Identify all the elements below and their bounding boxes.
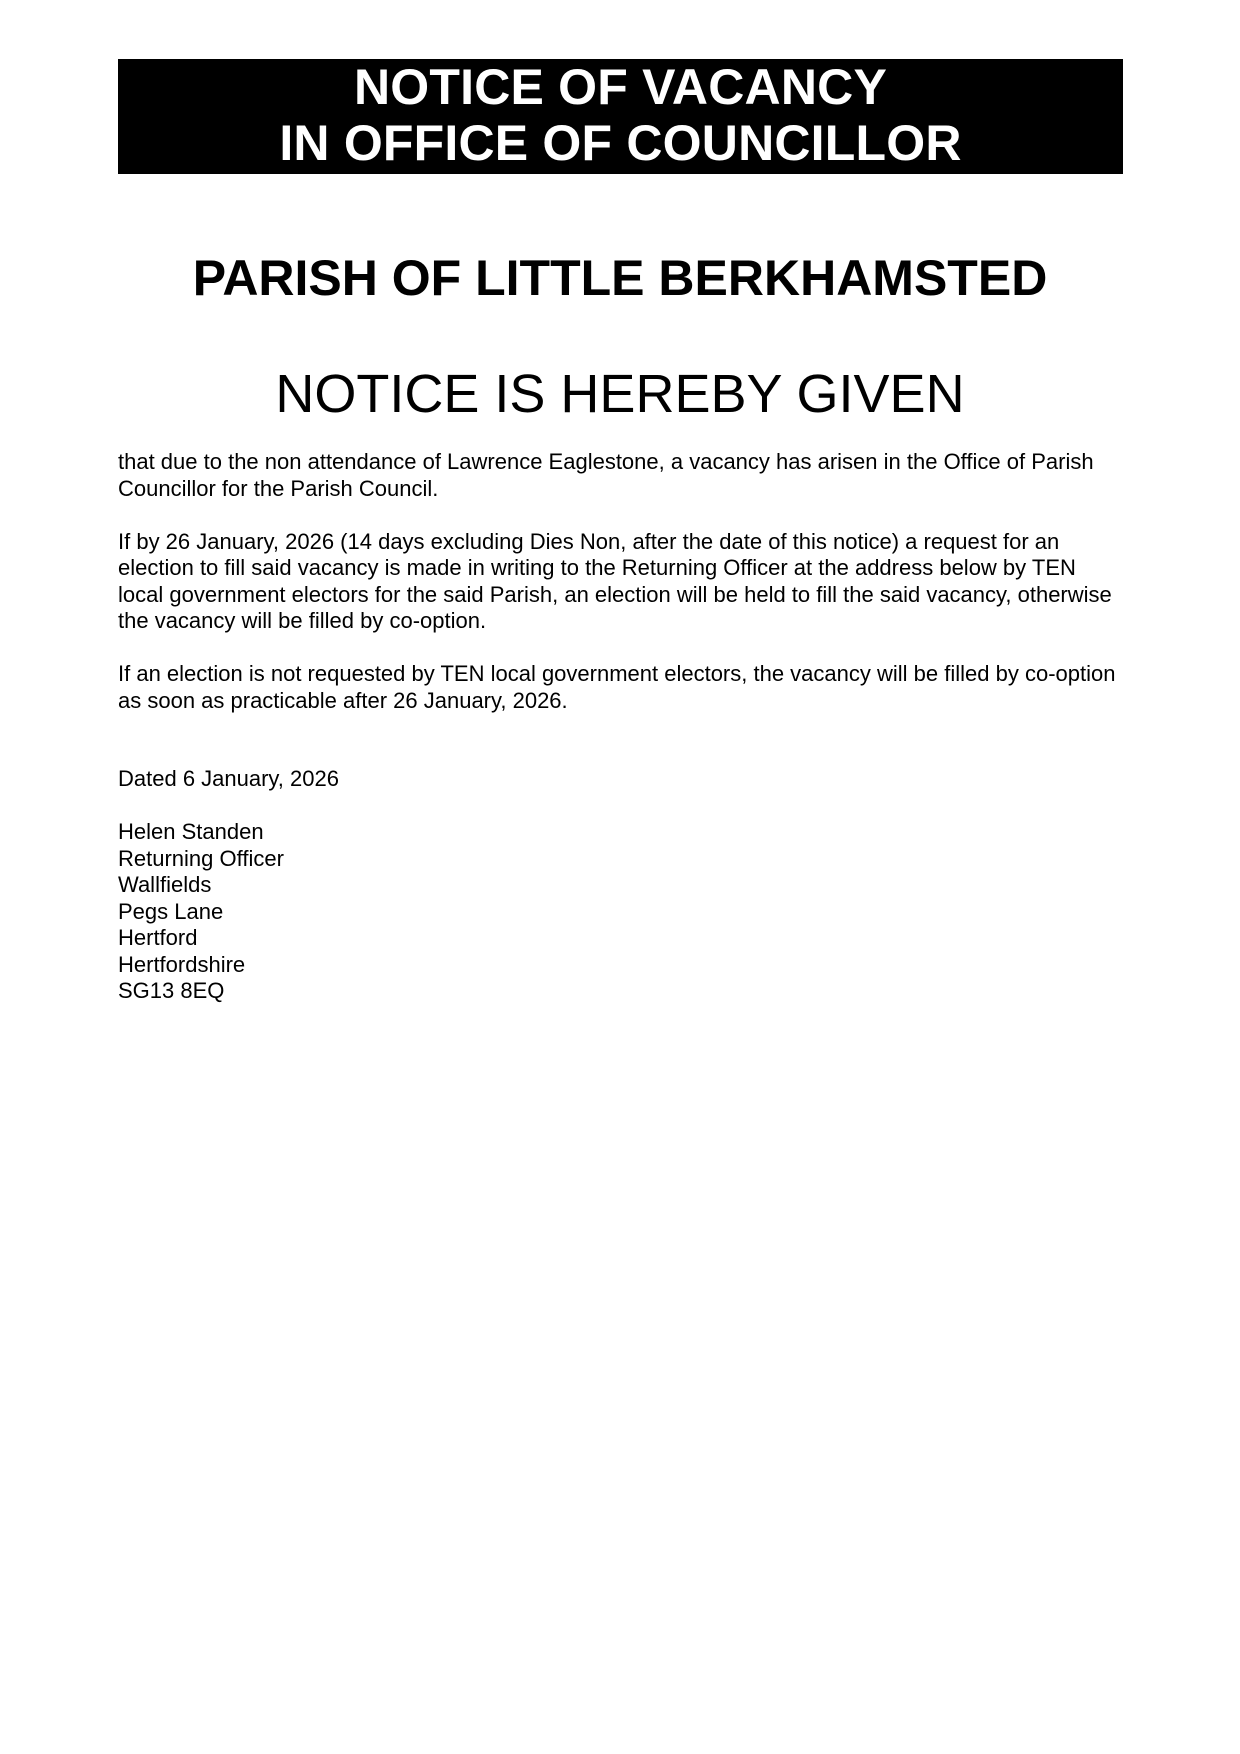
paragraph-election-request: If by 26 January, 2026 (14 days excluding Dies Non, after the date of this notice) a request for an election to fill said vacancy is made in writing to the Returning Officer at the address below by TEN local government electors for the said Parish, an election will be held to fill the said vacancy, otherwise the vacancy will be filled by co-option. (118, 528, 1112, 633)
officer-name: Helen Standen (118, 819, 264, 844)
banner-title-line-1: NOTICE OF VACANCY (353, 59, 888, 115)
address-line: Hertford (118, 925, 198, 950)
parish-heading: PARISH OF LITTLE BERKHAMSTED (192, 250, 1048, 306)
address-postcode: SG13 8EQ (118, 978, 225, 1003)
returning-officer-block (118, 819, 284, 1005)
address-line: Hertfordshire (118, 951, 246, 977)
notice-body (118, 449, 1123, 741)
paragraph-co-option: If an election is not requested by TEN local government electors, the vacancy will be filled by co-option as soon as practicable after 26 January, 2026. (118, 661, 1116, 713)
address-line: Pegs Lane (118, 898, 224, 924)
officer-title: Returning Officer (118, 845, 284, 871)
banner-title-line-2: IN OFFICE OF COUNCILLOR (279, 115, 962, 171)
notice-title-banner (118, 59, 1123, 174)
notice-date: Dated 6 January, 2026 (118, 766, 339, 791)
notice-given-heading: NOTICE IS HEREBY GIVEN (275, 364, 965, 424)
address-line: Wallfields (118, 872, 212, 897)
paragraph-vacancy-reason: that due to the non attendance of Lawrence Eaglestone, a vacancy has arisen in the Office of Parish Councillor for the Parish Council. (118, 449, 1094, 501)
